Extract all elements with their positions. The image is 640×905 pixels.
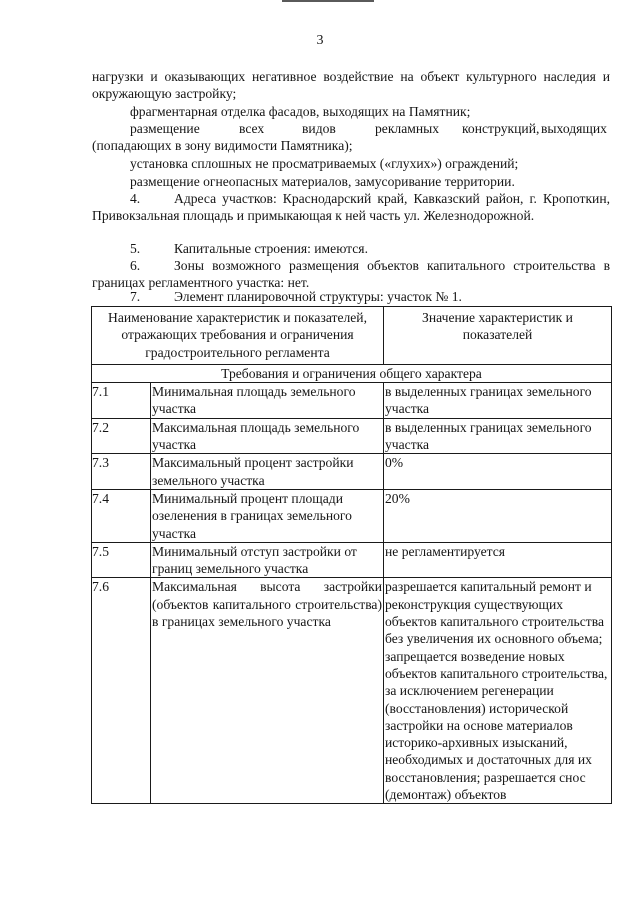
section-title: Требования и ограничения общего характера <box>92 364 612 382</box>
row-name: Максимальная площадь земельного участка <box>151 418 384 454</box>
page-number: 3 <box>316 33 324 48</box>
row-value: 0% <box>384 454 612 490</box>
table-section-row <box>92 364 612 382</box>
paragraph-advertising-line <box>92 120 610 137</box>
row-name: Минимальный процент площади озеленения в границах земельного участка <box>151 489 384 542</box>
row-name: Минимальный отступ застройки от границ земельного участка <box>151 542 384 578</box>
paragraph-text: Элемент планировочной структуры: участок № 1. <box>174 289 462 304</box>
row-code: 7.6 <box>92 578 151 804</box>
table-row <box>92 383 612 419</box>
paragraph-flammable: размещение огнеопасных материалов, замусоривание территории. <box>130 174 515 189</box>
row-code: 7.5 <box>92 542 151 578</box>
scan-edge-mark <box>282 0 374 2</box>
paragraph-text: Капитальные строения: имеются. <box>174 241 368 256</box>
paragraph-advertising-word: всех <box>239 121 265 136</box>
row-value: не регламентируется <box>384 542 612 578</box>
paragraph-advertising-word: видов <box>302 121 336 136</box>
paragraph-heritage-load: нагрузки и оказывающих негативное воздействие на объект культурного наследия и окружающую застройку; <box>92 69 610 102</box>
row-value: 20% <box>384 489 612 542</box>
paragraph-advertising-word: рекламных <box>375 121 440 136</box>
paragraph-addresses <box>92 190 610 225</box>
table-row <box>92 578 612 804</box>
paragraph-number: 5. <box>130 241 141 256</box>
paragraph-advertising-word: размещение <box>130 121 200 136</box>
table-row <box>92 489 612 542</box>
paragraph-number: 4. <box>130 191 141 206</box>
table-row <box>92 418 612 454</box>
paragraph-number: 6. <box>130 258 141 273</box>
paragraph-advertising-word: выходящих <box>541 121 607 136</box>
header-characteristic-name: Наименование характеристик и показателей, отражающих требования и ограничения градостроительного регламента <box>92 307 384 365</box>
paragraph-planning-element <box>92 288 610 305</box>
row-value: в выделенных границах земельного участка <box>384 418 612 454</box>
row-value: в выделенных границах земельного участка <box>384 383 612 419</box>
paragraph-zones <box>92 257 610 292</box>
paragraph-buildings <box>92 240 610 257</box>
paragraph-facade-finish: фрагментарная отделка фасадов, выходящих на Памятник; <box>130 104 471 119</box>
header-characteristic-value: Значение характеристик и показателей <box>384 307 612 365</box>
paragraph-fences: установка сплошных не просматриваемых («глухих») ограждений; <box>130 156 519 171</box>
row-code: 7.2 <box>92 418 151 454</box>
paragraph-text: Зоны возможного размещения объектов капитального строительства в границах регламентного участка: нет. <box>92 258 610 291</box>
row-name: Максимальный процент застройки земельного участка <box>151 454 384 490</box>
table-row <box>92 542 612 578</box>
row-code: 7.4 <box>92 489 151 542</box>
table-row <box>92 454 612 490</box>
paragraph-advertising-cont: (попадающих в зону видимости Памятника); <box>92 138 353 153</box>
table-header-row <box>92 307 612 365</box>
row-name: Максимальная высота застройки (объектов капитального строительства) в границах земельного участка <box>151 578 384 804</box>
regulation-table <box>91 306 612 804</box>
row-code: 7.1 <box>92 383 151 419</box>
paragraph-number: 7. <box>130 289 141 304</box>
row-code: 7.3 <box>92 454 151 490</box>
row-value: разрешается капитальный ремонт и реконструкция существующих объектов капитального строительства без увеличения их основного объема; запрещается возведение новых объектов капитального строительства, за исключением регенерации (восстановления) исторической застройки на основе материалов историко-архивных изысканий, необходимых и достаточных для их восстановления; разрешается снос (демонтаж) объектов <box>384 578 612 804</box>
row-name: Минимальная площадь земельного участка <box>151 383 384 419</box>
paragraph-advertising-word: конструкций, <box>462 121 540 136</box>
paragraph-text: Адреса участков: Краснодарский край, Кавказский район, г. Кропоткин, Привокзальная площадь и примыкающая к ней часть ул. Железнодорожной. <box>92 191 610 224</box>
